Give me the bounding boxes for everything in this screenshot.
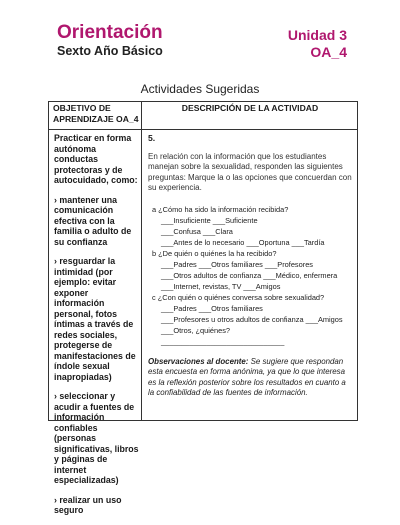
survey-options: ___Padres ___Otros familiares <box>161 303 263 313</box>
section-heading: Actividades Sugeridas <box>140 82 260 96</box>
unit-label: Unidad 3 <box>287 27 347 43</box>
survey-options: ___Padres ___Otros familiares ___Profesores <box>161 259 313 269</box>
survey-question: a ¿Cómo ha sido la información recibida? <box>152 204 289 214</box>
activity-table <box>48 101 358 515</box>
description-cell <box>148 133 354 399</box>
column-divider <box>141 102 142 420</box>
grade-subtitle: Sexto Año Básico <box>57 44 163 58</box>
observation-label: Observaciones al docente: <box>148 356 249 366</box>
objective-cell <box>54 133 140 525</box>
objective-bullet: › seleccionar y acudir a fuentes de información confiables (personas significativas, libros y páginas de internet especializadas) <box>54 391 139 485</box>
observation-text: Se sugiere que respondan esta encuesta en forma anónima, ya que lo que interesa es la reflexión posterior sobre los resultados en cuanto a la confiabilidad de las fuentes de información. <box>148 356 346 397</box>
survey-options: ___Otros, ¿quiénes? ______________________________ <box>161 325 285 346</box>
survey-options: ___Profesores u otros adultos de confianza ___Amigos <box>161 314 343 324</box>
objective-intro: Practicar en forma autónoma conductas protectoras y de autocuidado, como: <box>54 133 138 185</box>
objective-bullet: › realizar un uso seguro <box>54 494 122 515</box>
objective-column-header: OBJETIVO DE APRENDIZAJE OA_4 <box>53 103 139 124</box>
activity-number: 5. <box>148 133 156 143</box>
page-title: Orientación <box>57 22 163 43</box>
objective-bullet: › mantener una comunicación efectiva con la familia o adulto de su confianza <box>54 194 132 247</box>
survey-options: ___Confusa ___Clara <box>161 226 233 236</box>
survey-question: c ¿Con quién o quiénes conversa sobre sexualidad? <box>152 292 325 302</box>
header-divider <box>49 129 357 130</box>
survey-options: ___Otros adultos de confianza ___Médico, enfermera <box>161 270 338 280</box>
teacher-observation <box>148 357 354 399</box>
objective-code: OA_4 <box>310 44 347 60</box>
activity-intro: En relación con la información que los estudiantes manejan sobre la sexualidad, responden las siguientes preguntas: Marque la o las opciones que concuerdan con su experiencia. <box>148 151 352 192</box>
survey-options: ___Insuficiente ___Suficiente <box>161 215 258 225</box>
survey-options: ___Internet, revistas, TV ___Amigos <box>161 281 281 291</box>
description-column-header: DESCRIPCIÓN DE LA ACTIVIDAD <box>181 103 319 113</box>
survey-options: ___Antes de lo necesario ___Oportuna ___Tardía <box>161 237 325 247</box>
objective-bullet: › resguardar la intimidad (por ejemplo: evitar exponer información personal, fotos íntimas a través de redes sociales, protegerse de manifestaciones de índole sexual inapropiadas) <box>54 256 136 382</box>
survey-question: b ¿De quién o quiénes la ha recibido? <box>152 248 277 258</box>
